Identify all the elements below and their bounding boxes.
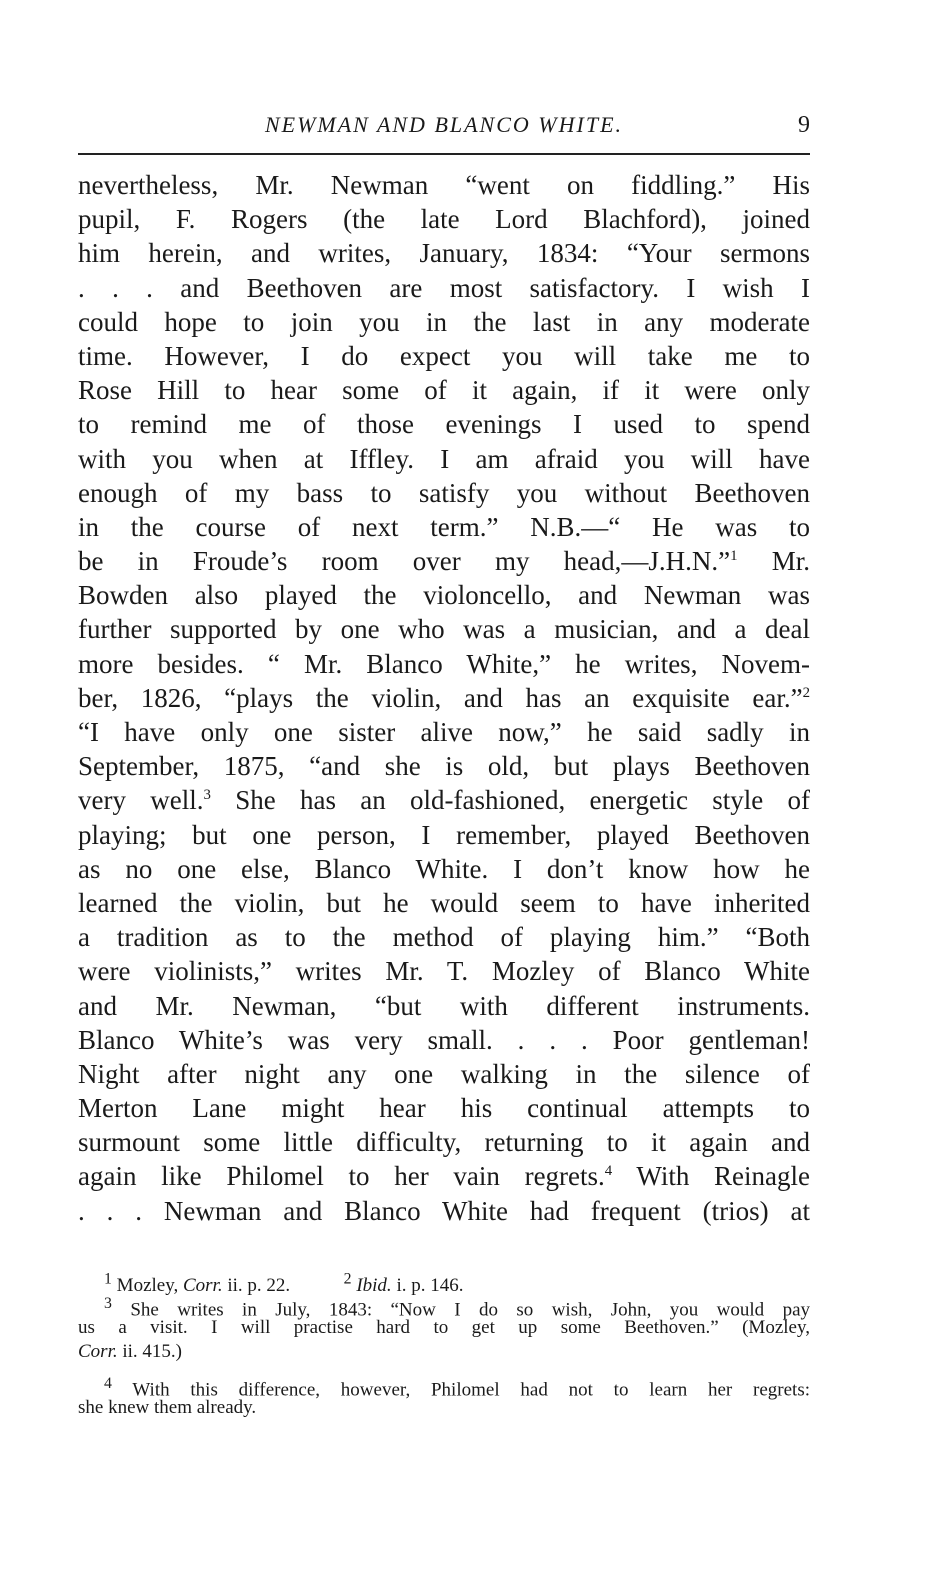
body-line: further supported by one who was a musician, and a deal [78, 614, 810, 645]
footnote-4-line-2: she knew them already. [78, 1397, 257, 1418]
body-text [78, 168, 810, 1228]
body-line: more besides. “ Mr. Blanco White,” he writes, Novem- [78, 648, 810, 679]
header-rule [78, 153, 810, 155]
body-line: with you when at Iffley. I am afraid you will have [78, 443, 810, 474]
footnote-1: $^1$ Mozley, Corr. ii. p. 22. [104, 1271, 291, 1297]
footnote-reference: 1 [730, 548, 738, 565]
body-line: Blanco White’s was very small. . . . Poor gentleman! [78, 1024, 810, 1055]
body-line: could hope to join you in the last in any moderate [78, 306, 810, 337]
footnote-2: $^2$ Ibid. i. p. 146. [343, 1271, 464, 1297]
body-line: in the course of next term.” N.B.—“ He was to [78, 511, 810, 542]
body-line: to remind me of those evenings I used to spend [78, 409, 810, 440]
body-line: very well.$^3$ She has an old-fashioned, energetic style of [78, 785, 810, 816]
footnote-3-line-1: $^3$ She writes in July, 1843: “Now I do so wish, John, you would pay [104, 1295, 811, 1321]
running-title: NEWMAN AND BLANCO WHITE. [264, 112, 624, 137]
body-line: playing; but one person, I remember, played Beethoven [78, 819, 810, 850]
body-line: pupil, F. Rogers (the late Lord Blachford), joined [78, 204, 810, 235]
body-line: him herein, and writes, January, 1834: “Your sermons [78, 238, 810, 269]
footnotes [78, 1268, 810, 1420]
running-head [78, 112, 810, 142]
body-line: Night after night any one walking in the silence of [78, 1058, 810, 1089]
footnote-mark: 4 [104, 1375, 112, 1392]
body-line: . . . Newman and Blanco White had frequent (trios) at [78, 1195, 810, 1226]
body-line: as no one else, Blanco White. I don’t know how he [78, 853, 810, 884]
footnote-mark: 2 [343, 1271, 352, 1288]
body-line: again like Philomel to her vain regrets.$^4$ With Reinagle [78, 1161, 810, 1192]
body-line: a tradition as to the method of playing him.” “Both [78, 922, 810, 953]
body-line: surmount some little difficulty, returning to it again and [78, 1127, 810, 1158]
body-line: nevertheless, Mr. Newman “went on fiddling.” His [78, 170, 810, 200]
body-line: Merton Lane might hear his continual attempts to [78, 1093, 810, 1124]
body-line: September, 1875, “and she is old, but plays Beethoven [78, 751, 810, 782]
body-line: . . . and Beethoven are most satisfactory. I wish I [78, 272, 810, 303]
footnote-row-1-2 [78, 1268, 810, 1297]
body-line: be in Froude’s room over my head,—J.H.N.”$^1$ Mr. [78, 546, 810, 577]
body-line: learned the violin, but he would seem to have inherited [78, 887, 810, 918]
footnote-3-line-2: us a visit. I will practise hard to get up some Beethoven.” (Mozley, [78, 1317, 810, 1338]
body-line: enough of my bass to satisfy you without Beethoven [78, 477, 810, 508]
body-line: and Mr. Newman, “but with different instruments. [78, 990, 810, 1021]
footnote-reference: 2 [802, 684, 810, 701]
footnote-reference: 4 [604, 1163, 613, 1180]
footnote-mark: 1 [104, 1271, 112, 1288]
page-number: 9 [798, 112, 810, 138]
body-line: Rose Hill to hear some of it again, if it were only [78, 375, 810, 406]
footnote-4-line-1: $^4$ With this difference, however, Philomel had not to learn her regrets: [104, 1375, 810, 1401]
body-line: time. However, I do expect you will take me to [78, 340, 810, 371]
footnote-3-line-3: Corr. ii. 415.) [78, 1341, 182, 1362]
footnote-reference: 3 [203, 787, 211, 804]
body-line: were violinists,” writes Mr. T. Mozley of Blanco White [78, 956, 810, 987]
body-line: Bowden also played the violoncello, and Newman was [78, 580, 810, 611]
footnote-mark: 3 [104, 1295, 112, 1312]
body-line: “I have only one sister alive now,” he said sadly in [78, 717, 810, 747]
body-line: ber, 1826, “plays the violin, and has an exquisite ear.”$^2$ [78, 682, 810, 713]
